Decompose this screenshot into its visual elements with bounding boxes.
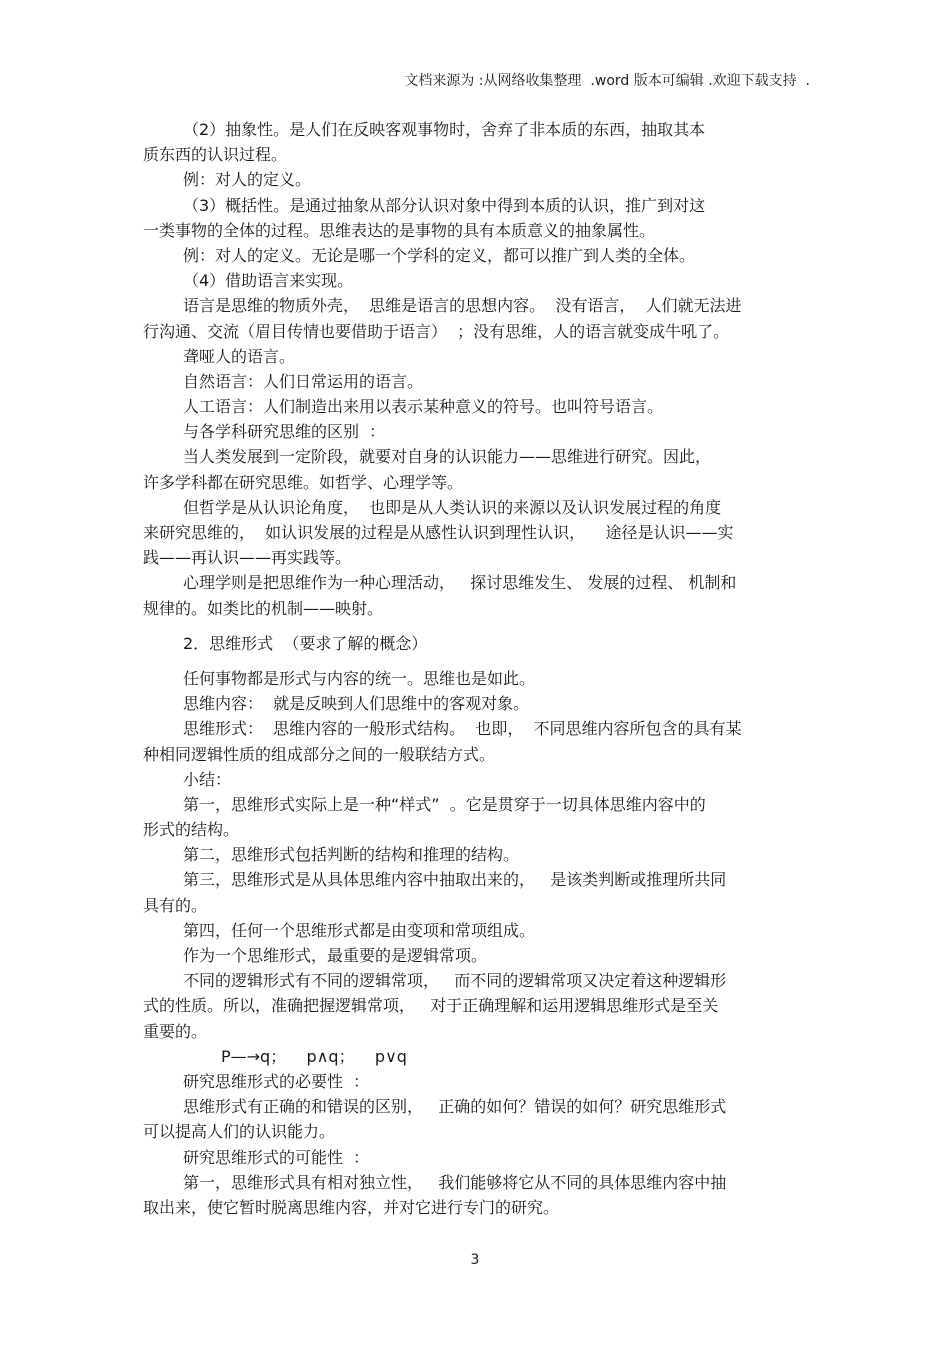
text-line: （4）借助语言来实现。 xyxy=(183,271,354,291)
body-text xyxy=(143,117,808,1220)
text-line: 心理学则是把思维作为一种心理活动， 探讨思维发生、 发展的过程、 机制和 xyxy=(183,573,737,593)
text-line: 取出来，使它暂时脱离思维内容，并对它进行专门的研究。 xyxy=(143,1197,560,1217)
page-number: 3 xyxy=(470,1252,480,1268)
text-line: 不同的逻辑形式有不同的逻辑常项， 而不同的逻辑常项又决定着这种逻辑形 xyxy=(183,971,727,991)
formula-line: P—→q； p∧q； p∨q xyxy=(221,1046,407,1066)
text-line: 式的性质。所以，准确把握逻辑常项， 对于正确理解和运用逻辑思维形式是至关 xyxy=(143,996,719,1016)
text-line: 第四，任何一个思维形式都是由变项和常项组成。 xyxy=(183,920,536,940)
text-line: 来研究思维的， 如认识发展的过程是从感性认识到理性认识， 途径是认识——实 xyxy=(143,523,734,542)
text-line: 形式的结构。 xyxy=(143,820,240,840)
text-line: 语言是思维的物质外壳， 思维是语言的思想内容。 没有语言， 人们就无法进 xyxy=(183,296,742,316)
text-line: 研究思维形式的可能性 ： xyxy=(183,1147,370,1167)
text-line: 小结： xyxy=(183,769,232,789)
text-line: 许多学科都在研究思维。如哲学、心理学等。 xyxy=(143,472,464,492)
text-line: 思维内容： 就是反映到人们思维中的客观对象。 xyxy=(183,694,530,714)
text-line: 规律的。如类比的机制——映射。 xyxy=(143,598,384,618)
text-line: 思维形式有正确的和错误的区别， 正确的如何？错误的如何？研究思维形式 xyxy=(183,1097,727,1117)
text-line: 例：对人的定义。无论是哪一个学科的定义，都可以推广到人类的全体。 xyxy=(183,245,696,265)
text-line: 当人类发展到一定阶段，就要对自身的认识能力——思维进行研究。因此， xyxy=(183,447,712,467)
text-line: 种相同逻辑性质的组成部分之间的一般联结方式。 xyxy=(143,744,496,764)
text-line: 自然语言：人们日常运用的语言。 xyxy=(183,371,424,391)
text-line: 但哲学是从认识论角度， 也即是从人类认识的来源以及认识发展过程的角度 xyxy=(183,497,722,517)
text-line: 例：对人的定义。 xyxy=(183,170,312,190)
text-line: 作为一个思维形式，最重要的是逻辑常项。 xyxy=(183,946,488,965)
text-line: 重要的。 xyxy=(143,1021,208,1041)
text-line: 任何事物都是形式与内容的统一。思维也是如此。 xyxy=(183,668,536,688)
text-line: 质东西的认识过程。 xyxy=(143,145,288,165)
text-line: 人工语言：人们制造出来用以表示某种意义的符号。也叫符号语言。 xyxy=(183,397,664,417)
page-header: 文档来源为 :从网络收集整理 .word 版本可编辑 .欢迎下载支持 . xyxy=(404,73,810,89)
text-line: 可以提高人们的认识能力。 xyxy=(143,1122,336,1142)
text-line: 具有的。 xyxy=(143,895,208,915)
text-line: 与各学科研究思维的区别 ： xyxy=(183,422,386,442)
text-line: 第三，思维形式是从具体思维内容中抽取出来的， 是该类判断或推理所共同 xyxy=(183,870,727,890)
text-line: 研究思维形式的必要性 ： xyxy=(183,1071,370,1091)
text-line: （2）抽象性。是人们在反映客观事物时，舍弃了非本质的东西，抽取其本 xyxy=(183,120,706,139)
text-line: 聋哑人的语言。 xyxy=(183,346,296,366)
text-line: 践——再认识——再实践等。 xyxy=(143,548,352,568)
section-heading: 2．思维形式 （要求了解的概念） xyxy=(183,633,428,653)
text-line: 行沟通、交流（眉目传情也要借助于语言） ；没有思维，人的语言就变成牛吼了。 xyxy=(143,321,730,341)
text-line: 第一，思维形式具有相对独立性， 我们能够将它从不同的具体思维内容中抽 xyxy=(183,1172,727,1192)
text-line: 第二，思维形式包括判断的结构和推理的结构。 xyxy=(183,845,520,865)
text-line: 一类事物的全体的过程。思维表达的是事物的具有本质意义的抽象属性。 xyxy=(143,220,656,240)
text-line: （3）概括性。是通过抽象从部分认识对象中得到本质的认识，推广到对这 xyxy=(183,195,706,215)
text-line: 第一，思维形式实际上是一种“样式” 。它是贯穿于一切具体思维内容中的 xyxy=(183,794,706,814)
text-line: 思维形式： 思维内容的一般形式结构。 也即， 不同思维内容所包含的具有某 xyxy=(183,719,742,739)
